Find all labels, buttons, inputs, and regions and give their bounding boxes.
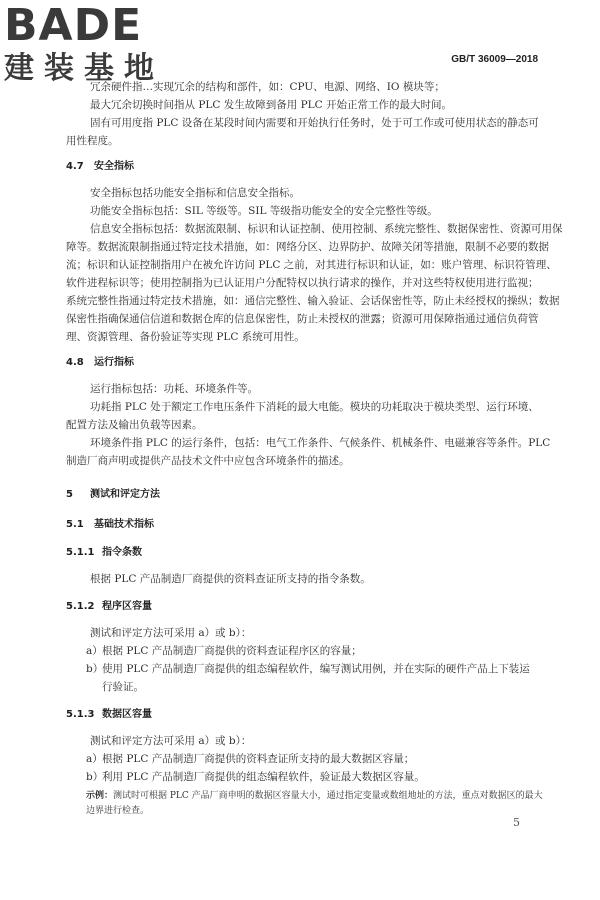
- paragraph-line: 流；标识和认证控制指用户在被允许访问 PLC 之前，对其进行标识和认证，如：账户管理、标识符管理、: [66, 259, 557, 271]
- section-number: 5.1.3: [66, 709, 95, 720]
- example-text: 测试时可根据 PLC 产品厂商申明的数据区容量大小，通过指定变量或数组地址的方法，重点对数据区的最大: [113, 791, 543, 801]
- page-number: 5: [513, 816, 520, 829]
- paragraph-line: 理、资源管理、备份验证等实现 PLC 系统可用性。: [66, 331, 305, 343]
- paragraph-line: 安全指标包括功能安全指标和信息安全指标。: [90, 187, 300, 199]
- list-marker: b）: [86, 663, 104, 675]
- paragraph-line: 软件进程标识等；使用控制指为已认证用户分配特权以执行请求的操作，并对这些特权使用进行监视；: [66, 277, 539, 289]
- list-text: 根据 PLC 产品制造厂商提供的资料查证程序区的容量；: [102, 645, 362, 657]
- example-label: 示例：: [86, 791, 114, 801]
- paragraph-line: 运行指标包括：功耗、环境条件等。: [90, 383, 258, 395]
- paragraph-line: 障等。数据流限制指通过特定技术措施，如：网络分区、边界防护、故障关闭等措施，限制不必要的数据: [66, 241, 549, 253]
- list-marker: a）: [86, 753, 103, 765]
- list-item-a: [86, 752, 414, 766]
- example-note-continuation: 边界进行检查。: [86, 806, 150, 816]
- section-title: 数据区容量: [102, 709, 152, 720]
- section-heading-5-1-3: [66, 708, 152, 722]
- section-title: 运行指标: [94, 357, 134, 368]
- list-item-a: [86, 644, 362, 658]
- section-heading-4-7: [66, 160, 134, 174]
- section-number: 5.1.2: [66, 601, 95, 612]
- paragraph-line: 环境条件指 PLC 的运行条件，包括：电气工作条件、气候条件、机械条件、电磁兼容等条件。PLC: [90, 437, 551, 449]
- section-number: 5.1.1: [66, 547, 95, 558]
- list-item-b: [86, 770, 425, 784]
- paragraph-line: 测试和评定方法可采用 a）或 b）：: [90, 735, 252, 747]
- list-text: 根据 PLC 产品制造厂商提供的资料查证所支持的最大数据区容量；: [102, 753, 415, 765]
- paragraph-line: 根据 PLC 产品制造厂商提供的资料查证所支持的指令条数。: [90, 573, 371, 585]
- paragraph-line: 功能安全指标包括：SIL 等级等。SIL 等级指功能安全的安全完整性等级。: [90, 205, 438, 217]
- section-number: 4.7: [66, 161, 84, 172]
- watermark-logo: [4, 2, 194, 86]
- paragraph-line: 制造厂商声明或提供产品技术文件中应包含环境条件的描述。: [66, 455, 350, 467]
- section-title: 程序区容量: [102, 601, 152, 612]
- list-marker: b）: [86, 771, 104, 783]
- logo-text-top: BADE: [4, 0, 143, 51]
- list-text: 使用 PLC 产品制造厂商提供的组态编程软件，编写测试用例，并在实际的硬件产品上下装运: [102, 663, 530, 675]
- chapter-heading-5: [66, 488, 160, 502]
- list-marker: a）: [86, 645, 103, 657]
- section-heading-5-1: [66, 518, 154, 532]
- document-number: GB/T 36009—2018: [451, 54, 538, 65]
- section-heading-5-1-1: [66, 546, 142, 560]
- section-title: 指令条数: [102, 547, 142, 558]
- section-title: 测试和评定方法: [90, 489, 160, 500]
- paragraph-line: 信息安全指标包括：数据流限制、标识和认证控制、使用控制、系统完整性、数据保密性、资源可用保: [90, 223, 563, 235]
- section-number: 5: [66, 489, 73, 500]
- section-title: 安全指标: [94, 161, 134, 172]
- paragraph-line: 固有可用度指 PLC 设备在某段时间内需要和开始执行任务时，处于可工作或可使用状态的静态可: [90, 117, 539, 129]
- list-text: 利用 PLC 产品制造厂商提供的组态编程软件，验证最大数据区容量。: [102, 771, 425, 783]
- paragraph-line: 系统完整性指通过特定技术措施，如：通信完整性、输入验证、会话保密性等，防止未经授权的操纵；数据: [66, 295, 560, 307]
- paragraph-line: 冗余硬件指…实现冗余的结构和部件，如：CPU、电源、网络、IO 模块等；: [90, 81, 445, 93]
- section-heading-5-1-2: [66, 600, 152, 614]
- list-item-b: [86, 662, 530, 676]
- paragraph-line: 测试和评定方法可采用 a）或 b）：: [90, 627, 252, 639]
- section-number: 5.1: [66, 519, 84, 530]
- paragraph-line: 配置方法及输出负载等因素。: [66, 419, 203, 431]
- paragraph-line: 保密性指确保通信信道和数据仓库的信息保密性，防止未授权的泄露；资源可用保障指通过通信负荷管: [66, 313, 539, 325]
- section-title: 基础技术指标: [94, 519, 154, 530]
- logo-text-bottom: 建装基地: [4, 51, 164, 86]
- paragraph-line: 功耗指 PLC 处于额定工作电压条件下消耗的最大电能。模块的功耗取决于模块类型、运行环境、: [90, 401, 539, 413]
- paragraph-line: 用性程度。: [66, 135, 119, 147]
- example-note: [86, 790, 543, 803]
- section-number: 4.8: [66, 357, 84, 368]
- list-item-continuation: 行验证。: [102, 681, 144, 693]
- section-heading-4-8: [66, 356, 134, 370]
- paragraph-line: 最大冗余切换时间指从 PLC 发生故障到备用 PLC 开始正常工作的最大时间。: [90, 99, 452, 111]
